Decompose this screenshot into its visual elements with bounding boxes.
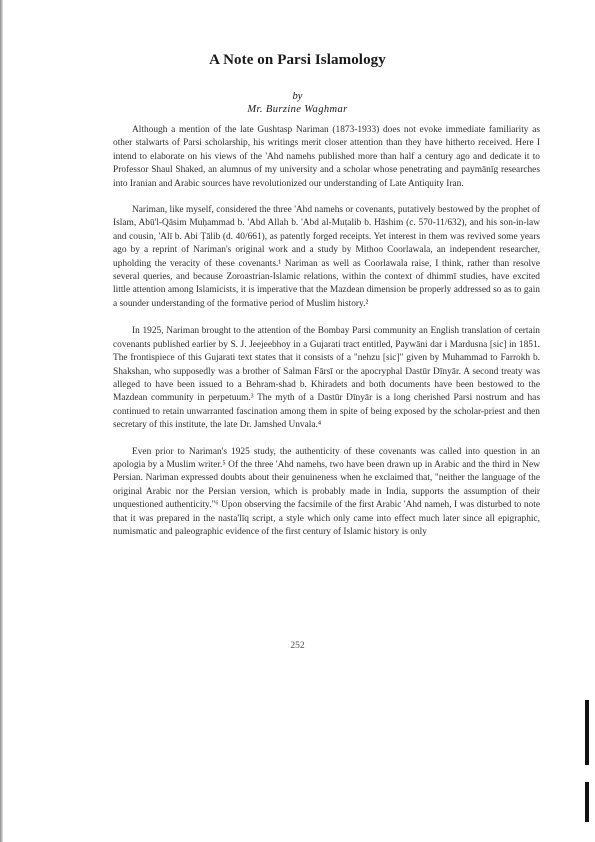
paragraph-4: Even prior to Nariman's 1925 study, the authenticity of these covenants was called into question in an apologia by a Muslim writer.⁵ Of the three 'Ahd namehs, two have been drawn up in Arabic and the third in New Persian. Nariman expressed doubts about their genuineness when he exclaimed that, "neither the language of the original Arabic nor the Persian version, which is probably made in India, supports the assumption of their unquestioned authenticity."⁶ Upon observing the facsimile of the first Arabic 'Ahd nameh, I was disturbed to note that it was prepared in the nasta'līq script, a style which only came into effect much later since all epigraphic, numismatic and paleographic evidence of the first century of Islamic history is only [113, 446, 540, 537]
scan-margin-mark [585, 782, 589, 822]
scan-margin-mark [585, 700, 589, 765]
article-body [113, 124, 540, 552]
byline-by: by [292, 91, 303, 102]
page-number: 252 [290, 641, 305, 651]
author-name: Mr. Burzine Waghmar [247, 104, 348, 115]
paragraph-3: In 1925, Nariman brought to the attention of the Bombay Parsi community an English translation of certain covenants published earlier by S. J. Jeejeebhoy in a Gujarati tract entitled, Paywāni dar i Mardusna [sic] in 1851. The frontispiece of this Gujarati text states that it consists of a "nehzu [sic]" given by Muhammad to Farrokh b. Shakshan, who supposedly was a brother of Salman Fārsī or the apocryphal Dastūr Dīnyār. A second treaty was alleged to have been issued to a Behram-shad b. Khiradets and both documents have been bestowed to the Mazdean community in perpetuum.³ The myth of a Dastūr Dīnyār is a long cherished Parsi nostrum and has continued to retain unwarranted fascination among them in spite of being exposed by the scholar-priest and then secretary of this institute, the late Dr. Jamshed Unvala.⁴ [113, 326, 540, 431]
paragraph-2: Nariman, like myself, considered the three 'Ahd namehs or covenants, putatively bestowed by the prophet of Islam, Abū'l-Qāsim Muḥammad b. 'Abd Allah b. 'Abd al-Muṭalib b. Hāshim (c. 570-11/632), and his son-in-law and cousin, 'Alī b. Abi Ṭālib (d. 40/661), as patently forged receipts. Yet interest in them was revived some years ago by a reprint of Nariman's original work and a study by Mithoo Coorlawala, an independent researcher, upholding the veracity of these covenants.¹ Nariman as well as Coorlawala raise, I think, rather than resolve several queries, and because Zoroastrian-Islamic relations, within the context of dhimmī studies, have excited little attention among Islamicists, it is imperative that the Mazdean dimension be properly addressed so as to gain a sounder understanding of the formative period of Muslim history.² [113, 205, 540, 309]
article-title: A Note on Parsi Islamology [209, 52, 386, 68]
paragraph-1: Although a mention of the late Gushtasp Nariman (1873-1933) does not evoke immediate familiarity as other stalwarts of Parsi scholarship, his writings merit closer attention than they have hitherto received. Here I intend to elaborate on his views of the 'Ahd namehs published more than half a century ago and dedicate it to Professor Shaul Shaked, an alumnus of my university and a scholar whose penetrating and paymānīg researches into Iranian and Arabic sources have revolutionized our understanding of Late Antiquity Iran. [113, 125, 540, 189]
